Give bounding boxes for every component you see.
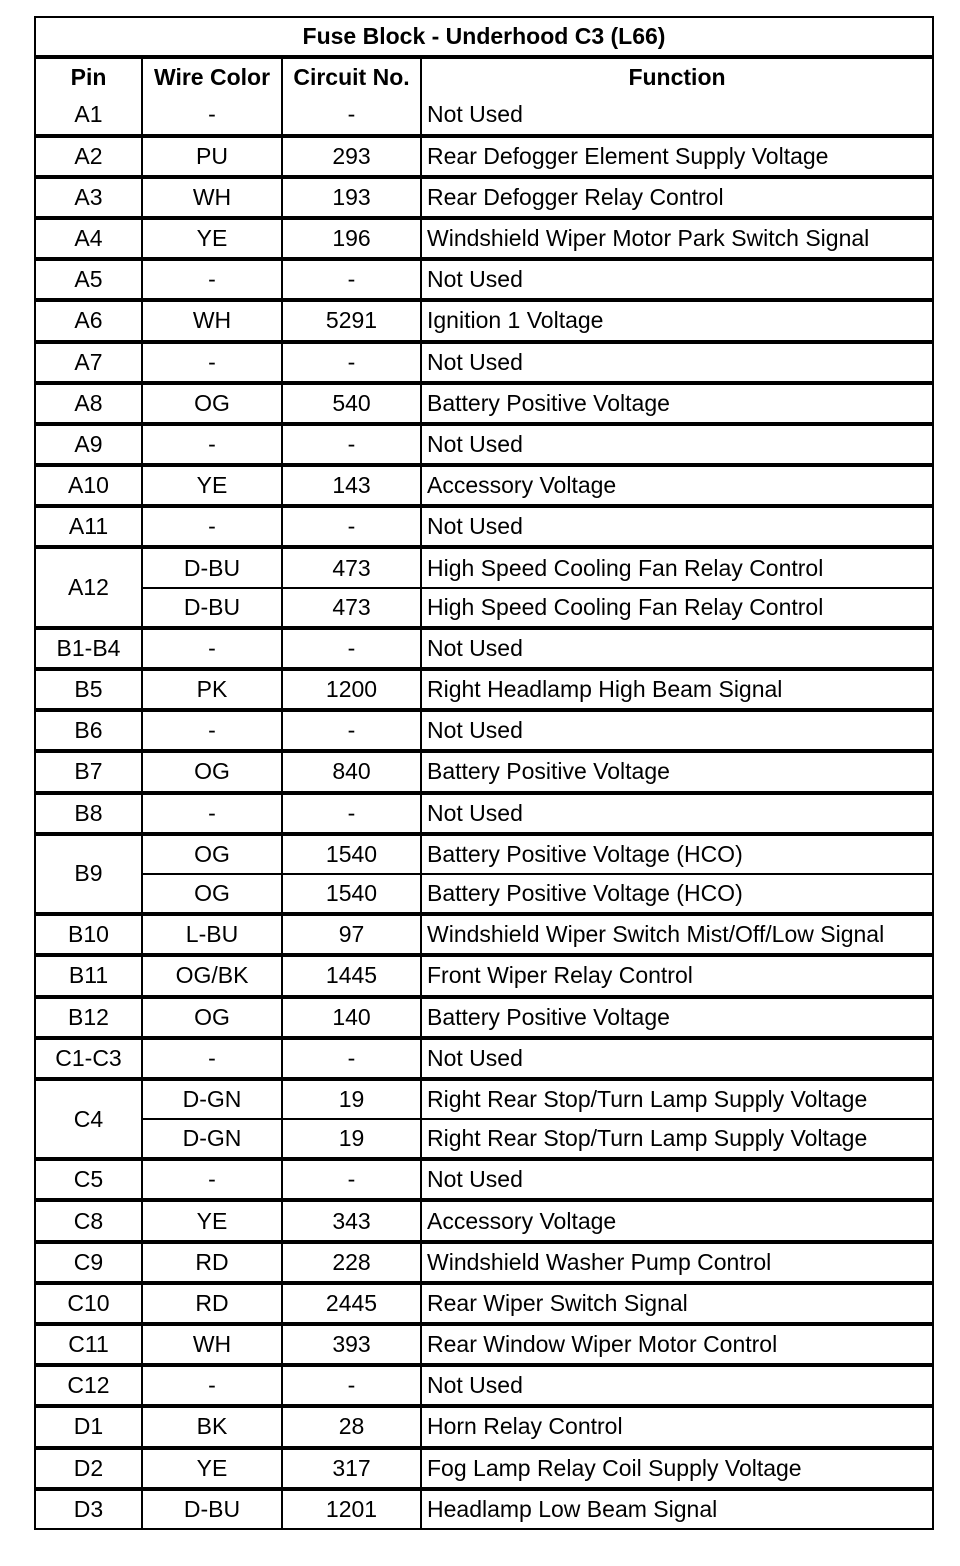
wire-color-cell: D-GN	[143, 1081, 283, 1120]
circuit-no-cell: 840	[283, 753, 422, 794]
circuit-no-cell: 1200	[283, 671, 422, 712]
table-row	[36, 1120, 932, 1161]
table-row	[36, 1202, 932, 1243]
table-title: Fuse Block - Underhood C3 (L66)	[36, 18, 932, 59]
wire-color-cell: -	[143, 1367, 283, 1408]
circuit-no-cell: -	[283, 96, 422, 137]
pin-cell: B8	[36, 795, 143, 836]
circuit-no-cell: 540	[283, 385, 422, 426]
function-cell: High Speed Cooling Fan Relay Control	[422, 589, 932, 630]
function-cell: Battery Positive Voltage	[422, 753, 932, 794]
function-cell: Battery Positive Voltage	[422, 385, 932, 426]
header-function: Function	[628, 64, 726, 91]
pin-cell: C12	[36, 1367, 143, 1408]
circuit-no-cell: 196	[283, 220, 422, 261]
wire-color-cell: YE	[143, 1450, 283, 1491]
function-cell: Headlamp Low Beam Signal	[427, 1495, 718, 1522]
circuit-no-cell: 140	[283, 999, 422, 1040]
wire-color-cell: BK	[143, 1408, 283, 1449]
function-cell: Windshield Washer Pump Control	[422, 1244, 932, 1285]
table-row	[36, 712, 932, 753]
function-cell: Not Used	[422, 508, 932, 549]
wire-color-cell: -	[143, 1161, 283, 1202]
table-row	[36, 344, 932, 385]
wire-color-cell: D-BU	[143, 1491, 283, 1528]
table-row	[36, 426, 932, 467]
pin-cell: B5	[36, 671, 143, 712]
wire-color-cell: WH	[143, 179, 283, 220]
connector-pinout-table	[34, 16, 934, 1530]
function-cell: Not Used	[422, 426, 932, 467]
circuit-no-cell: 343	[283, 1202, 422, 1243]
function-cell: Horn Relay Control	[422, 1408, 932, 1449]
pin-cell: C8	[36, 1202, 143, 1243]
function-cell: Not Used	[422, 261, 932, 302]
table-row	[36, 630, 932, 671]
circuit-no-cell: 473	[283, 589, 422, 630]
table-row	[36, 220, 932, 261]
table-row	[36, 1326, 932, 1367]
pin-cell: A7	[36, 344, 143, 385]
pin-cell: A1	[36, 96, 143, 137]
header-row	[36, 59, 932, 96]
pin-cell: B12	[36, 999, 143, 1040]
pin-cell: C5	[36, 1161, 143, 1202]
wire-color-cell: -	[143, 261, 283, 302]
pin-cell: B6	[36, 712, 143, 753]
table-row	[36, 589, 932, 630]
circuit-no-cell: 1540	[283, 836, 422, 875]
table-row	[36, 1244, 932, 1285]
pin-cell: C1-C3	[36, 1040, 143, 1081]
circuit-no-cell: 228	[283, 1244, 422, 1285]
header-circuit-no: Circuit No.	[283, 59, 422, 96]
table-row	[36, 138, 932, 179]
wire-color-cell: -	[143, 795, 283, 836]
wire-color-cell: WH	[143, 302, 283, 343]
circuit-no-cell: 5291	[283, 302, 422, 343]
wire-color-cell: YE	[143, 467, 283, 508]
wire-color-cell: PU	[143, 138, 283, 179]
function-cell: High Speed Cooling Fan Relay Control	[422, 549, 932, 588]
circuit-no-cell: -	[283, 630, 422, 671]
table-body	[36, 96, 932, 1528]
circuit-no-cell: 2445	[283, 1285, 422, 1326]
function-cell: Battery Positive Voltage (HCO)	[422, 836, 932, 875]
wire-color-cell: -	[143, 508, 283, 549]
table-row	[36, 1161, 932, 1202]
circuit-no-cell: 1540	[283, 875, 422, 916]
pin-cell: C11	[36, 1326, 143, 1367]
wire-color-cell: OG	[143, 753, 283, 794]
wire-color-cell: D-GN	[143, 1120, 283, 1161]
function-cell: Rear Window Wiper Motor Control	[422, 1326, 932, 1367]
table-row	[36, 1367, 932, 1408]
pin-cell: D3	[36, 1491, 143, 1528]
pin-cell: A6	[36, 302, 143, 343]
function-cell: Not Used	[422, 1040, 932, 1081]
wire-color-cell: WH	[143, 1326, 283, 1367]
table-row	[36, 96, 932, 137]
table-row	[36, 1285, 932, 1326]
wire-color-cell: -	[143, 1040, 283, 1081]
wire-color-cell: D-BU	[143, 549, 283, 588]
function-cell: Windshield Wiper Switch Mist/Off/Low Signal	[422, 916, 932, 957]
table-row	[36, 1450, 932, 1491]
header-pin: Pin	[36, 59, 143, 96]
pin-cell: C4	[36, 1081, 143, 1161]
circuit-no-cell: 393	[283, 1326, 422, 1367]
pin-cell: D2	[36, 1450, 143, 1491]
table-row	[36, 1081, 932, 1120]
wire-color-cell: RD	[143, 1244, 283, 1285]
function-cell: Not Used	[422, 344, 932, 385]
function-cell: Accessory Voltage	[422, 467, 932, 508]
table-row	[36, 302, 932, 343]
wire-color-cell: PK	[143, 671, 283, 712]
pin-cell: C10	[36, 1285, 143, 1326]
pin-cell: B7	[36, 753, 143, 794]
table-row	[36, 549, 932, 588]
circuit-no-cell: 317	[283, 1450, 422, 1491]
table-row	[36, 261, 932, 302]
pin-cell: A4	[36, 220, 143, 261]
wire-color-cell: YE	[143, 220, 283, 261]
table-row	[36, 836, 932, 875]
wire-color-cell: OG	[143, 836, 283, 875]
circuit-no-cell: 1201	[283, 1491, 422, 1528]
table-row	[36, 999, 932, 1040]
table-row	[36, 385, 932, 426]
wire-color-cell: OG	[143, 385, 283, 426]
pin-cell: A11	[36, 508, 143, 549]
pin-cell: B11	[36, 957, 143, 998]
table-row	[36, 1491, 932, 1528]
function-cell: Rear Defogger Element Supply Voltage	[422, 138, 932, 179]
pin-cell: B9	[36, 836, 143, 916]
function-cell: Not Used	[422, 795, 932, 836]
wire-color-cell: OG	[143, 999, 283, 1040]
circuit-no-cell: -	[283, 426, 422, 467]
table-row	[36, 753, 932, 794]
table-row	[36, 957, 932, 998]
table-row	[36, 467, 932, 508]
table-row	[36, 179, 932, 220]
pin-cell: B1-B4	[36, 630, 143, 671]
header-wire-color: Wire Color	[143, 59, 283, 96]
pin-cell: D1	[36, 1408, 143, 1449]
circuit-no-cell: -	[283, 1367, 422, 1408]
table-row	[36, 1408, 932, 1449]
circuit-no-cell: 1445	[283, 957, 422, 998]
table-row	[36, 795, 932, 836]
table-row	[36, 875, 932, 916]
table-row	[36, 1040, 932, 1081]
pin-cell: A2	[36, 138, 143, 179]
pin-cell: A10	[36, 467, 143, 508]
pin-cell: B10	[36, 916, 143, 957]
wire-color-cell: -	[143, 712, 283, 753]
function-cell: Windshield Wiper Motor Park Switch Signal	[422, 220, 932, 261]
wire-color-cell: L-BU	[143, 916, 283, 957]
function-cell: Right Headlamp High Beam Signal	[422, 671, 932, 712]
circuit-no-cell: 19	[283, 1120, 422, 1161]
table-row	[36, 508, 932, 549]
function-cell: Rear Wiper Switch Signal	[422, 1285, 932, 1326]
pin-cell: A12	[36, 549, 143, 629]
wire-color-cell: RD	[143, 1285, 283, 1326]
wire-color-cell: -	[143, 344, 283, 385]
circuit-no-cell: 193	[283, 179, 422, 220]
function-cell: Accessory Voltage	[422, 1202, 932, 1243]
wire-color-cell: OG	[143, 875, 283, 916]
function-cell: Fog Lamp Relay Coil Supply Voltage	[422, 1450, 932, 1491]
wire-color-cell: -	[143, 96, 283, 137]
title-row	[36, 18, 932, 59]
function-cell: Not Used	[422, 630, 932, 671]
function-cell: Not Used	[422, 96, 932, 137]
circuit-no-cell: 19	[283, 1081, 422, 1120]
pin-cell: A3	[36, 179, 143, 220]
circuit-no-cell: 97	[283, 916, 422, 957]
wire-color-cell: OG/BK	[143, 957, 283, 998]
wire-color-cell: -	[143, 630, 283, 671]
pin-cell: C9	[36, 1244, 143, 1285]
function-cell: Right Rear Stop/Turn Lamp Supply Voltage	[422, 1081, 932, 1120]
function-cell: Right Rear Stop/Turn Lamp Supply Voltage	[422, 1120, 932, 1161]
table-row	[36, 671, 932, 712]
function-cell: Not Used	[422, 712, 932, 753]
circuit-no-cell: -	[283, 344, 422, 385]
function-cell: Not Used	[422, 1367, 932, 1408]
function-cell: Rear Defogger Relay Control	[422, 179, 932, 220]
circuit-no-cell: -	[283, 1161, 422, 1202]
wire-color-cell: D-BU	[143, 589, 283, 630]
function-cell: Battery Positive Voltage	[422, 999, 932, 1040]
circuit-no-cell: -	[283, 1040, 422, 1081]
circuit-no-cell: 28	[283, 1408, 422, 1449]
wire-color-cell: -	[143, 426, 283, 467]
circuit-no-cell: -	[283, 795, 422, 836]
pin-cell: A8	[36, 385, 143, 426]
circuit-no-cell: -	[283, 712, 422, 753]
wire-color-cell: YE	[143, 1202, 283, 1243]
circuit-no-cell: 293	[283, 138, 422, 179]
circuit-no-cell: -	[283, 508, 422, 549]
function-cell: Not Used	[422, 1161, 932, 1202]
function-cell: Front Wiper Relay Control	[422, 957, 932, 998]
circuit-no-cell: 143	[283, 467, 422, 508]
circuit-no-cell: -	[283, 261, 422, 302]
table-row	[36, 916, 932, 957]
function-cell: Battery Positive Voltage (HCO)	[422, 875, 932, 916]
circuit-no-cell: 473	[283, 549, 422, 588]
pin-cell: A5	[36, 261, 143, 302]
function-cell: Ignition 1 Voltage	[422, 302, 932, 343]
pin-cell: A9	[36, 426, 143, 467]
